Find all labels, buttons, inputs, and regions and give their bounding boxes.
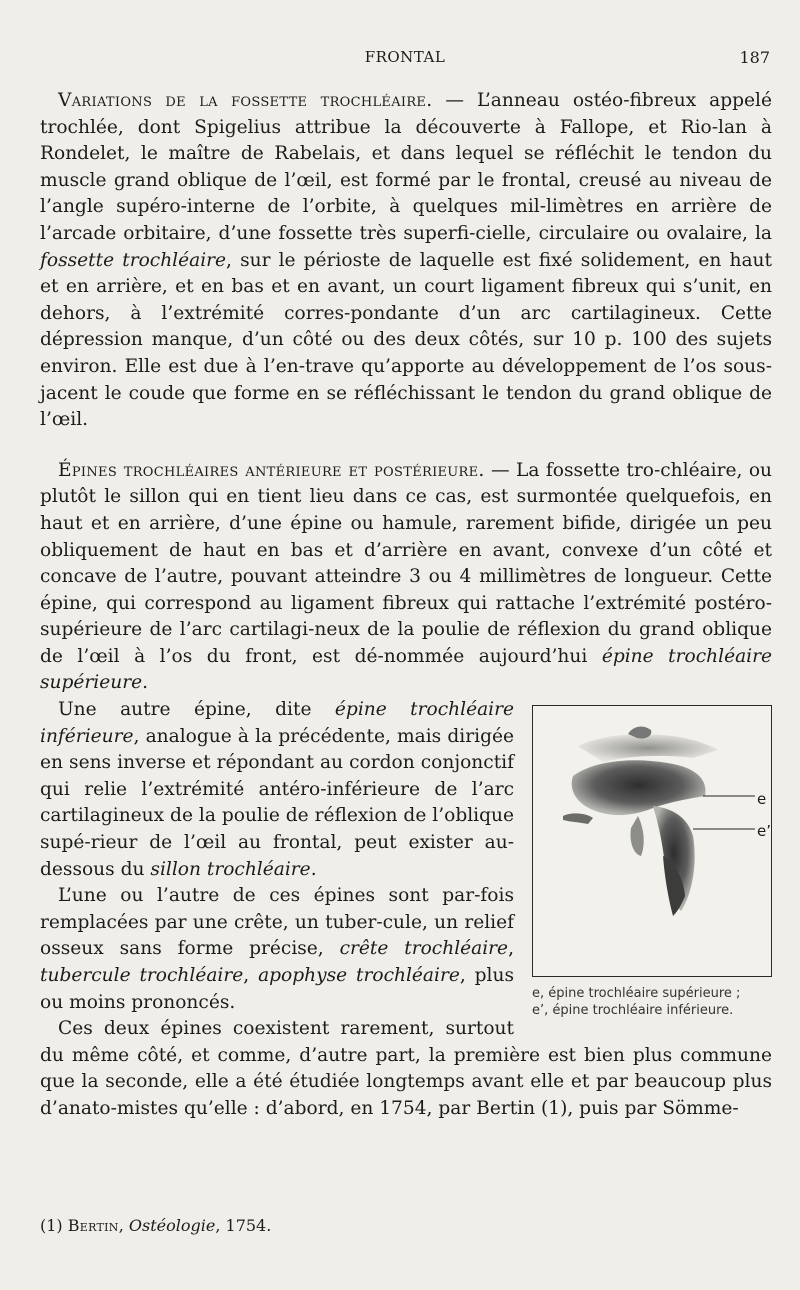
paragraph-epines: Épines trochléaires antérieure et postérieure. — La fossette tro-chléaire, ou plutôt le sillon qui en tient lieu dans ce cas, est surmontée quelquefois, en haut et en arrière, d’une épine ou hamule, rarement bifide, dirigée un peu obliquement de haut en bas et d’arrière en avant, convexe d’un côté et concave de l’autre, pouvant atteindre 3 ou 4 millimètres de longueur. Cette épine, qui correspond au ligament fibreux qui rattache l’extrémité postéro-supérieure de l’arc cartilagi-neux de la poulie de réflexion du grand oblique de l’œil à l’os du front, est dé-nommée aujourd’hui épine trochléaire supérieure. [40,459,772,694]
paragraph-variations: Variations de la fossette trochléaire. — L’anneau ostéo-fibreux appelé trochlée, dont Spigelius attribue la découverte à Fallope, et Rio-lan à Rondelet, le maître de Rabelais, et dans lequel se réfléchit le tendon du muscle grand oblique de l’œil, est formé par le frontal, creusé au niveau de l’angle supéro-interne de l’orbite, à quelques mil-limètres en arrière de l’arcade orbitaire, d’une fossette très superfi-cielle, circulaire ou ovalaire, la fossette trochléaire, sur le périoste de laquelle est fixé solidement, en haut et en arrière, et en bas et en avant, un court ligament fibreux qui s’unit, en dehors, à l’extrémité corres-pondante d’un arc cartilagineux. Cette dépression manque, d’un côté ou des deux côtés, sur 10 p. 100 des sujets environ. Elle est due à l’en-trave qu’apporte au développement de l’os sous-jacent le coude que forme en se réfléchissant le tendon du grand oblique de l’œil. [40,90,773,431]
term-sillon: sillon trochléaire [150,858,311,880]
paragraph-coexistent: Ces deux épines coexistent rarement, surtout du même côté, et comme, d’autre part, la première est bien plus commune que la seconde, elle a été étudiée longtemps avant elle et par beaucoup plus d’anato-mistes qu’elle : d’abord, en 1754, par Bertin (1), puis par Sömme- [40,1018,772,1119]
term-crete: crête trochléaire [339,938,509,960]
footnote-author: Bertin [67,1216,119,1235]
term-apophyse: apophyse trochléaire [258,965,460,986]
body-text [40,88,772,1123]
term-tubercule: tubercule trochléaire [40,965,244,986]
paragraph-crete: L’une ou l’autre de ces épines sont par-fois remplacées par une crête, un tuber-cule, un relief osseux sans forme précise, crête trochléaire, tubercule trochléaire, apophyse trochléaire, plus ou moins prononcés. [40,885,515,1013]
caption-line-1: e, épine trochléaire supérieure ; [532,986,741,1002]
paragraph-autre-epine: e e’ e, épine trochléaire supérieure ; e’, épine trochléaire inférieure. Une autre épine, dite épine trochléaire inférieure, analogue à la précédente, mais dirigée en sens inverse et répondant au cordon conjonctif qui relie l’extrémité antéro-inférieure de l’arc cartilagineux de la poulie de réflexion de l’oblique supé-rieur de l’œil au frontal, peut exister au-dessous du sillon trochléaire. [40,699,771,1019]
footnote: (1) Bertin, Ostéologie, 1754. [40,1216,272,1235]
running-title: FRONTAL [364,48,446,66]
term-epine-inferieure: épine trochléaire inférieure [40,699,514,747]
trochlea-illustration [533,706,771,976]
term-fossette: fossette trochléaire [40,249,227,271]
figure-caption [532,985,772,1019]
page-number: 187 [739,48,770,67]
figure [532,705,772,1019]
running-header [40,48,770,70]
term-epine-superieure: épine trochléaire supérieure [40,645,772,694]
figure-label-e: e [757,790,767,809]
section-heading-variations: Variations de la fossette trochléaire. [58,90,433,111]
section-heading-epines: Épines trochléaires antérieure et postérieure. [58,459,485,481]
figure-label-e-prime: e’ [757,822,771,841]
caption-line-2: e’, épine trochléaire inférieure. [532,1003,734,1019]
figure-frame [532,705,772,977]
footnote-work: Ostéologie [128,1216,216,1235]
